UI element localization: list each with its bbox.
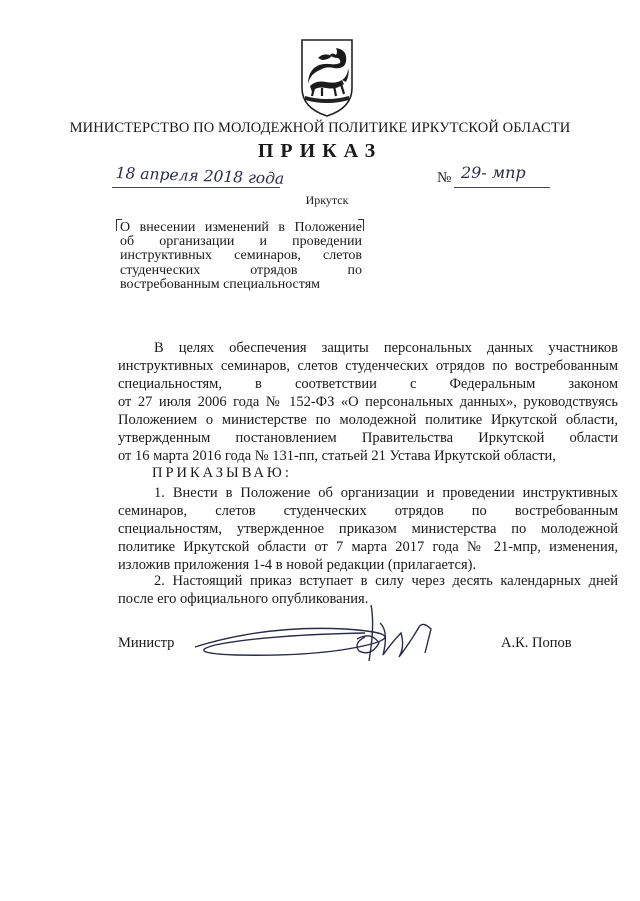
order-item-1 [118,484,618,574]
signature [175,595,465,670]
signer-name: А.К. Попов [501,635,572,651]
date-underline [112,187,280,188]
subject-line: студенческих отрядов по [120,262,362,278]
preamble-line: от 16 марта 2016 года № 131-пп, статьей 21 Устава Иркутской области, [118,448,556,464]
subject-line: инструктивных семинаров, слетов [120,248,362,264]
item-line: специальностям, утвержденное приказом министерства по молодежной [118,521,618,537]
item-line: изложив приложения 1-4 в новой редакции (прилагается). [118,557,477,573]
order-directive-word: ПРИКАЗЫВАЮ: [152,465,292,481]
subject-line: О внесении изменений в Положение [120,220,362,235]
number-sign: № [437,170,452,186]
item-line: семинаров, слетов студенческих отрядов по востребованным [118,503,618,519]
order-number-handwritten: 29- мпр [461,163,526,182]
number-underline [454,187,550,188]
subject-line: об организации и проведении [120,234,362,250]
document-title: ПРИКАЗ [257,140,383,162]
signer-position: Министр [118,635,175,651]
ministry-name: МИНИСТЕРСТВО ПО МОЛОДЕЖНОЙ ПОЛИТИКЕ ИРКУТСКОЙ ОБЛАСТИ [69,120,571,136]
subject-line: востребованным специальностям [120,276,320,292]
item-line: 2. Настоящий приказ вступает в силу через десять календарных дней [154,573,618,589]
preamble-paragraph [118,339,618,465]
order-subject [120,221,362,292]
preamble-line: специальностям, в соответствии с Федеральным законом [118,376,618,392]
preamble-line: от 27 июля 2006 года № 152-ФЗ «О персональных данных», руководствуясь [118,394,618,410]
preamble-line: инструктивных семинаров, слетов студенческих отрядов по востребованным [118,358,618,374]
coat-of-arms-icon [296,36,358,118]
item-line: политике Иркутской области от 7 марта 2017 года № 21-мпр, изменения, [118,539,618,555]
preamble-line: Положением о министерстве по молодежной политике Иркутской области, [118,412,618,428]
item-line: 1. Внести в Положение об организации и проведении инструктивных [154,485,618,501]
order-date-handwritten: 18 апреля 2018 года [115,164,285,188]
city-name: Иркутск [305,193,349,207]
preamble-line: утвержденным постановлением Правительства Иркутской области [118,430,618,446]
item-line: после его официального опубликования. [118,591,369,607]
preamble-line: В целях обеспечения защиты персональных данных участников [154,340,618,356]
